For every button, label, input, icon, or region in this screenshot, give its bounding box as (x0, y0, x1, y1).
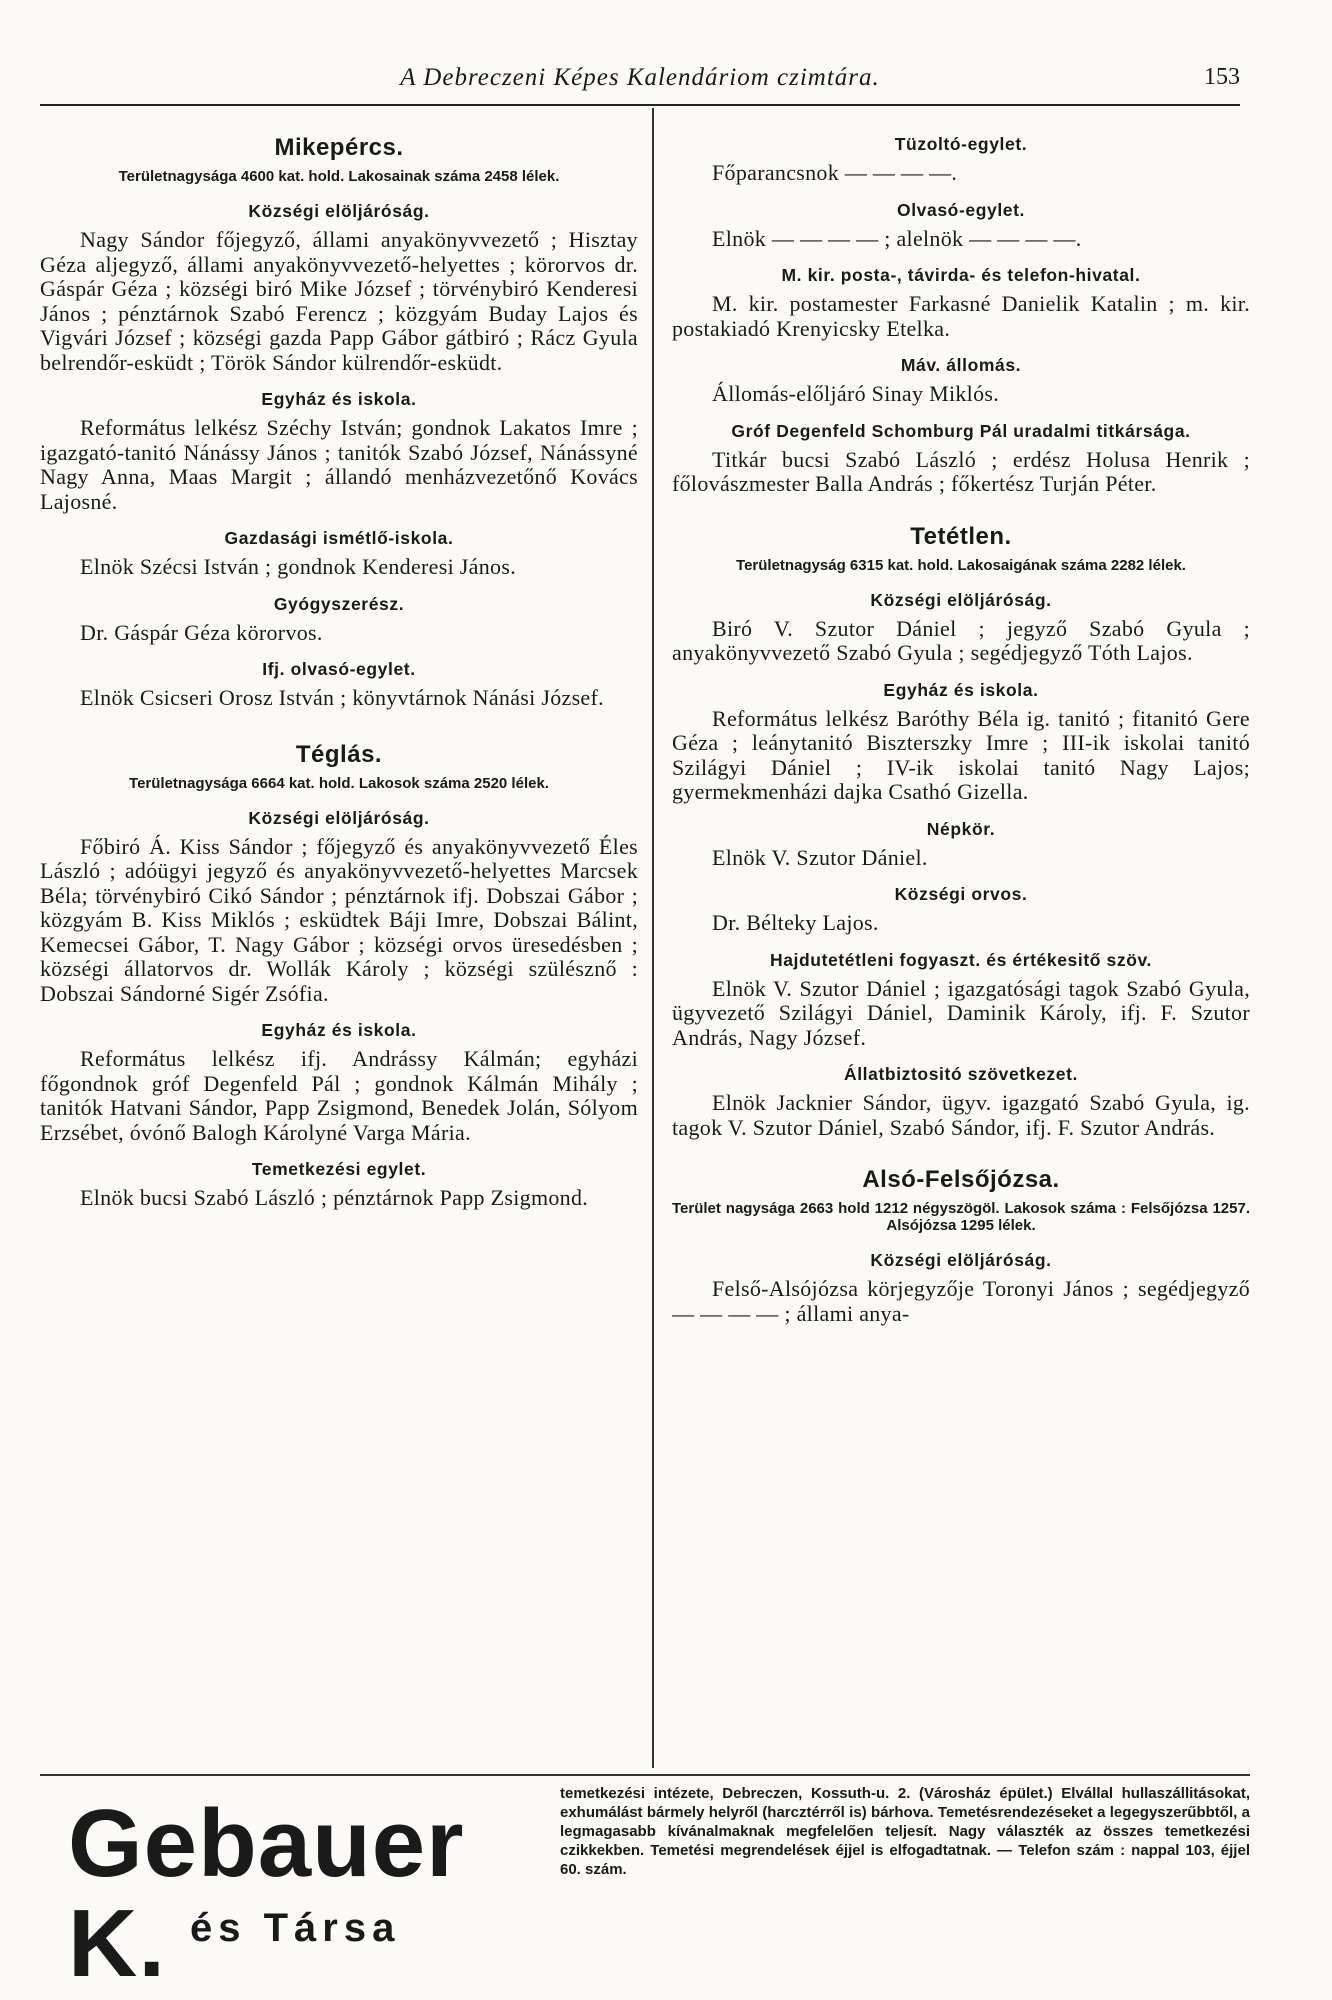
column-divider (652, 108, 654, 1768)
advert-subtitle: és Társa (190, 1906, 401, 1950)
section-heading: Községi elöljáróság. (870, 1250, 1052, 1270)
section-heading: Községi elöljáróság. (248, 807, 430, 828)
section-heading: Gyógyszerész. (273, 593, 405, 614)
section-text: Elnök Szécsi István ; gondnok Kenderesi János. (80, 554, 516, 579)
section-text: Állomás-előljáró Sinay Miklós. (712, 381, 1000, 406)
town-name-tetetlen: Tetétlen. (910, 522, 1012, 550)
town-area-teglas: Területnagysága 6664 kat. hold. Lakosok száma 2520 lélek. (129, 774, 549, 792)
section-heading: Községi elöljáróság. (248, 201, 430, 221)
page-header (40, 64, 1240, 104)
section-heading: Állatbiztositó szövetkezet. (843, 1064, 1079, 1084)
advert-brand: Gebauer K. (68, 1790, 465, 1997)
town-name-mikepercs: Mikepércs. (274, 134, 404, 161)
town-area-mikepercs: Területnagysága 4600 kat. hold. Lakosainak száma 2458 lélek. (118, 168, 560, 185)
section-text: Elnök Csicseri Orosz István ; könyvtárnok Nánási József. (80, 685, 604, 710)
section-text: Felső-Alsójózsa körjegyzője Toronyi János ; segédjegyző — — — — ; állami anya- (672, 1276, 1250, 1326)
town-area-tetetlen: Területnagyság 6315 kat. hold. Lakosaigának száma 2282 lélek. (736, 556, 1186, 574)
section-text: Dr. Gáspár Géza körorvos. (80, 619, 323, 645)
section-heading: Olvasó-egylet. (896, 199, 1026, 220)
section-text: Nagy Sándor főjegyző, állami anyakönyvvezető ; Hisztay Géza aljegyző, állami anyakönyvvezető-helyettes ; körorvos dr. Gáspár Géza ; községi biró Mike József ; törvénybiró Kenderesi János ; pénztárnok Szabó Ferencz ; közgyám Buday Lajos és Vigvári József ; községi gazda Papp Gábor gátbiró ; Rácz Gyula belrendőr-esküdt ; Török Sándor külrendőr-esküdt. (40, 227, 638, 375)
town-name-also-felsojozsa: Alsó-Felsőjózsa. (862, 1166, 1060, 1193)
section-text: Református lelkész Széchy István; gondnok Lakatos Imre ; igazgató-tanitó Nánássy János ; tanitók Szabó József, Nánássyné Nagy Anna, Maas Margit ; állandó menházvezetőnő Kovács Lajosné. (40, 415, 638, 514)
running-title: A Debreczeni Képes Kalendáriom czimtára. (400, 64, 880, 91)
section-text: Református lelkész ifj. Andrássy Kálmán; egyházi főgondnok gróf Degenfeld Pál ; gondnok Kálmán Mihály ; tanitók Hatvani Sándor, Papp Zsigmond, Benedek Jolán, Sólyom Erzsébet, óvónő Balogh Károlyné Varga Mária. (40, 1046, 638, 1145)
town-area-also-felsojozsa: Terület nagysága 2663 hold 1212 négyszögöl. Lakosok száma : Felsőjózsa 1257. Alsójózsa 1295 lélek. (672, 1200, 1250, 1234)
section-text: M. kir. postamester Farkasné Danielik Katalin ; m. kir. postakiadó Krenyicsky Etelka. (672, 291, 1250, 341)
section-heading: Temetkezési egylet. (251, 1159, 427, 1179)
section-text: Elnök bucsi Szabó László ; pénztárnok Papp Zsigmond. (80, 1185, 589, 1210)
section-text: Titkár bucsi Szabó László ; erdész Holusa Henrik ; főlovászmester Balla András ; főkertész Turján Péter. (672, 446, 1250, 496)
section-text: Biró V. Szutor Dániel ; jegyző Szabó Gyula ; anyakönyvvezető Szabó Gyula ; segédjegyző Tóth Lajos. (672, 615, 1250, 665)
section-heading: M. kir. posta-, távirda- és telefon-hivatal. (781, 265, 1141, 285)
section-heading: Népkör. (926, 818, 996, 839)
section-heading: Tüzoltó-egylet. (894, 134, 1028, 154)
right-column (672, 128, 1250, 1758)
section-heading: Gróf Degenfeld Schomburg Pál uradalmi titkársága. (731, 420, 1191, 441)
section-heading: Gazdasági ismétlő-iskola. (224, 528, 454, 548)
section-text: Elnök V. Szutor Dániel ; igazgatósági tagok Szabó Gyula, ügyvezető Szilágyi Dániel, Daminik Károly, ifj. F. Szutor András, Nagy József. (672, 975, 1250, 1050)
page-number: 153 (1204, 64, 1240, 90)
section-heading: Ifj. olvasó-egylet. (262, 659, 416, 679)
section-heading: Községi orvos. (894, 884, 1028, 904)
header-rule (40, 104, 1240, 106)
left-column (40, 128, 638, 1758)
section-text: Elnök Jacknier Sándor, ügyv. igazgató Szabó Gyula, ig. tagok V. Szutor Dániel, Szabó Sándor, ifj. F. Szutor András. (672, 1090, 1250, 1140)
section-text: Elnök V. Szutor Dániel. (712, 844, 928, 870)
section-heading: Egyház és iskola. (261, 1020, 417, 1040)
section-heading: Hajdutetétleni fogyaszt. és értékesitő szöv. (769, 949, 1152, 970)
advertisement (40, 1784, 1250, 1997)
section-heading: Egyház és iskola. (261, 389, 417, 409)
section-heading: Egyház és iskola. (883, 679, 1039, 700)
town-name-teglas: Téglás. (295, 740, 383, 768)
section-text: Református lelkész Baróthy Béla ig. tanitó ; fitanitó Gere Géza ; leánytanitó Biszterszky Imre ; III-ik iskolai tanitó Szilágyi Dániel ; IV-ik iskolai tanitó Nagy Lajos; gyermekmenházi dajka Csathó Gizella. (672, 705, 1250, 804)
section-text: Dr. Bélteky Lajos. (712, 910, 879, 935)
advert-rule (40, 1774, 1250, 1776)
advert-text: temetkezési intézete, Debreczen, Kossuth-u. 2. (Városház épület.) Elvállal hullaszállitásokat, exhumálást bármely helyről (harcztérről is) bárhova. Temetésrendezéseket a legegyszerűbbtől, a legmagasabb kívánalmaknak megfelelően teljesít. Nagy választék az összes temetkezési czikkekben. Temetési megrendelések éjjel is elfogadtatnak. — Telefon szám : nappal 103, éjjel 60. szám. (560, 1785, 1250, 1878)
section-text: Főbiró Á. Kiss Sándor ; főjegyző és anyakönyvvezető Éles László ; adóügyi jegyző és anyakönyvvezető-helyettes Marcsek Béla; törvénybiró Cikó Sándor ; pénztárnok ifj. Dobszai Gábor ; közgyám B. Kiss Miklós ; esküdtek Báji Imre, Dobszai Bálint, Kemecsei Gábor, T. Nagy Gábor ; községi orvos üresedésben ; községi állatorvos dr. Wollák Károly ; községi szülésznő : Dobszai Sándorné Sigér Zsófia. (40, 833, 638, 1006)
section-heading: Máv. állomás. (900, 355, 1022, 375)
section-text: Elnök — — — — ; alelnök — — — —. (712, 225, 1082, 251)
section-heading: Községi elöljáróság. (870, 589, 1052, 610)
section-text: Főparancsnok — — — —. (712, 160, 958, 185)
